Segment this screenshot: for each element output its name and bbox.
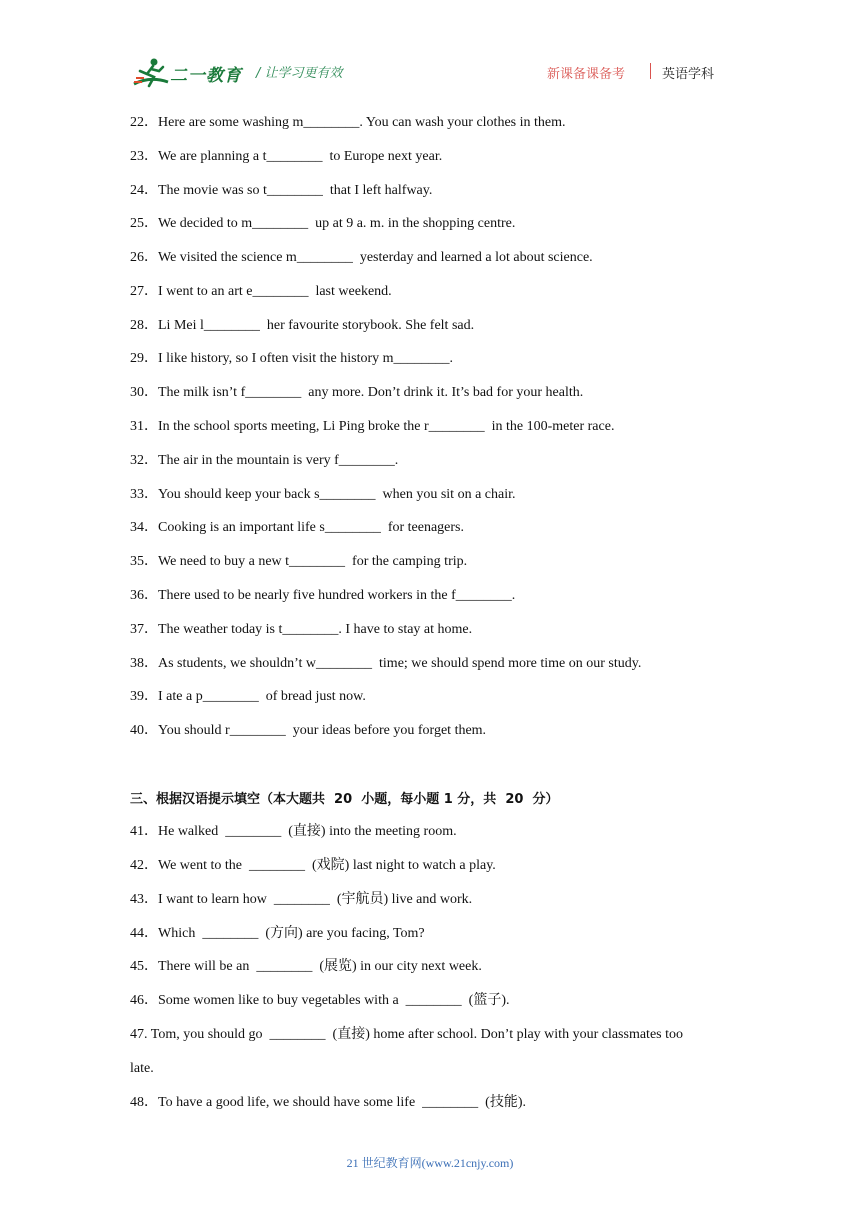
question-41: 41．He walked ________ (直接) into the meeting room. bbox=[130, 824, 457, 839]
question-38: 38．As students, we shouldn’t w________ time; we should spend more time on our study. bbox=[130, 656, 642, 671]
header-divider bbox=[650, 63, 651, 79]
question-24: 24．The movie was so t________ that I left halfway. bbox=[130, 183, 433, 198]
question-48: 48．To have a good life, we should have some life ________ (技能). bbox=[130, 1095, 526, 1110]
question-46: 46．Some women like to buy vegetables with a ________ (篮子). bbox=[130, 993, 510, 1008]
question-29: 29．I like history, so I often visit the history m________. bbox=[130, 351, 454, 366]
slogan: / 让学习更有效 bbox=[256, 66, 343, 81]
question-34: 34．Cooking is an important life s________ for teenagers. bbox=[130, 520, 464, 535]
question-25: 25．We decided to m________ up at 9 a. m. in the shopping centre. bbox=[130, 216, 516, 231]
footer-link[interactable]: 21 世纪教育网(www.21cnjy.com) bbox=[346, 1156, 514, 1170]
question-35: 35．We need to buy a new t________ for the camping trip. bbox=[130, 554, 468, 569]
question-47: 47. Tom, you should go ________ (直接) home after school. Don’t play with your classmates too bbox=[130, 1027, 683, 1042]
question-31: 31．In the school sports meeting, Li Ping broke the r________ in the 100-meter race. bbox=[130, 419, 615, 434]
question-40: 40．You should r________ your ideas before you forget them. bbox=[130, 723, 487, 738]
subject-label: 英语学科 bbox=[662, 67, 715, 82]
question-32: 32．The air in the mountain is very f________. bbox=[130, 453, 399, 468]
question-42: 42．We went to the ________ (戏院) last night to watch a play. bbox=[130, 858, 496, 873]
question-26: 26．We visited the science m________ yesterday and learned a lot about science. bbox=[130, 250, 593, 265]
question-27: 27．I went to an art e________ last weekend. bbox=[130, 284, 392, 299]
logo-text: 二一教育 bbox=[170, 66, 242, 86]
question-47-continued: late. bbox=[130, 1061, 154, 1076]
question-22: 22．Here are some washing m________. You can wash your clothes in them. bbox=[130, 115, 566, 130]
section-3-title: 三、根据汉语提示填空（本大题共 20 小题，每小题 1 分，共 20 分） bbox=[130, 792, 559, 807]
question-33: 33．You should keep your back s________ when you sit on a chair. bbox=[130, 487, 516, 502]
course-label: 新课备课备考 bbox=[547, 67, 626, 82]
question-37: 37．The weather today is t________. I have to stay at home. bbox=[130, 622, 473, 637]
question-36: 36．There used to be nearly five hundred workers in the f________. bbox=[130, 588, 516, 603]
question-23: 23．We are planning a t________ to Europe next year. bbox=[130, 149, 443, 164]
question-44: 44．Which ________ (方向) are you facing, Tom? bbox=[130, 926, 425, 941]
question-39: 39．I ate a p________ of bread just now. bbox=[130, 689, 366, 704]
question-30: 30．The milk isn’t f________ any more. Don’t drink it. It’s bad for your health. bbox=[130, 385, 584, 400]
question-43: 43．I want to learn how ________ (宇航员) live and work. bbox=[130, 892, 473, 907]
page-header bbox=[130, 52, 730, 92]
question-28: 28．Li Mei l________ her favourite storybook. She felt sad. bbox=[130, 318, 475, 333]
question-45: 45．There will be an ________ (展览) in our city next week. bbox=[130, 959, 482, 974]
